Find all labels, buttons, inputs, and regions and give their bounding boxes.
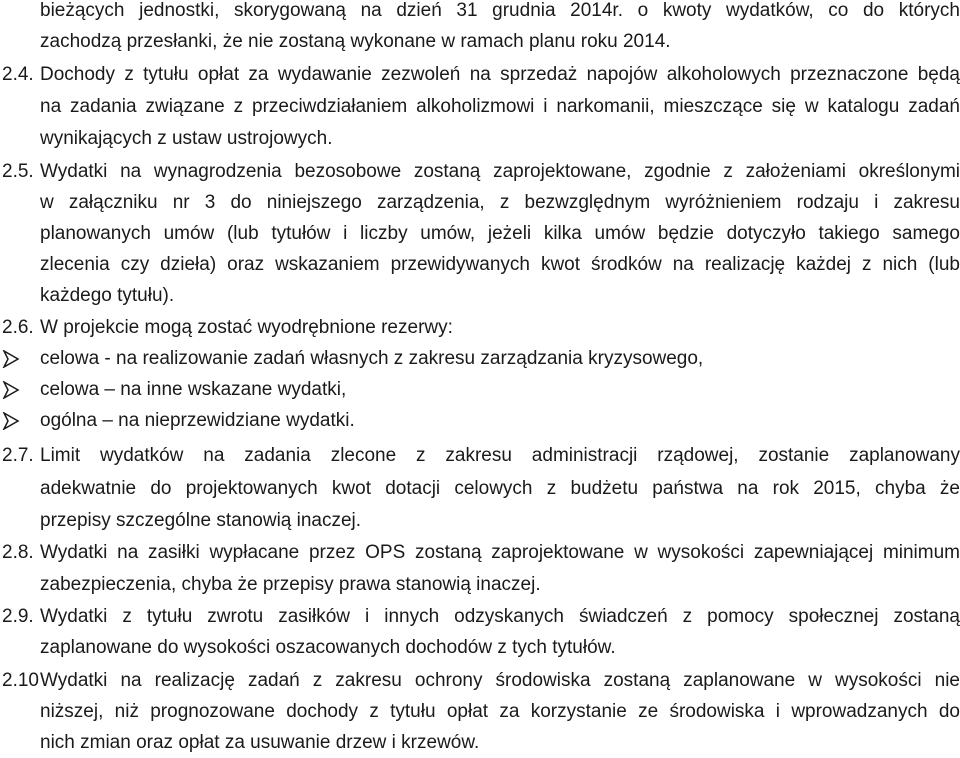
para-2-5-line-2: w załączniku nr 3 do niniejszego zarządzenia, z bezwzględnym wyróżnieniem rodzaju i zakresu: [40, 192, 960, 213]
arrow-bullet-icon: [2, 350, 20, 368]
para-2-4-line-2: na zadania związane z przeciwdziałaniem alkoholizmowi i narkomanii, mieszczące się w katalogu zadań: [40, 96, 960, 117]
para-2-7-text-1: Limit wydatków na zadania zlecone z zakresu administracji rządowej, zostanie zaplanowany: [40, 445, 960, 466]
para-2-5-line-5: każdego tytułu).: [40, 285, 175, 306]
bullet-item-3: [40, 406, 960, 436]
para-2-10-text-1: Wydatki na realizację zadań z zakresu ochrony środowiska zostaną zaplanowane w wysokości nie: [40, 670, 960, 691]
para-2-7-line-1: [2, 441, 960, 471]
para-2-10-line-1: [2, 666, 960, 696]
para-2-4-line-3: wynikających z ustaw ustrojowych.: [40, 128, 333, 149]
para-2-8-line-1: [2, 538, 960, 568]
para-2-5-line-1: [2, 157, 960, 187]
bullet-item-1: [40, 344, 960, 374]
para-2-9-text-1: Wydatki z tytułu zwrotu zasiłków i innych odzyskanych świadczeń z pomocy społecznej zostaną: [40, 606, 960, 627]
arrow-bullet-icon: [2, 412, 20, 430]
para-2-9-line-1: [2, 602, 960, 632]
para-2-6-number: 2.6.: [2, 317, 34, 338]
para-2-9-number: 2.9.: [2, 606, 34, 627]
bullet-text-2: celowa – na inne wskazane wydatki,: [40, 379, 347, 400]
para-2-7-number: 2.7.: [2, 445, 34, 466]
para-2-4-number: 2.4.: [2, 64, 34, 85]
para-2-6-text-1: W projekcie mogą zostać wyodrębnione rezerwy:: [40, 317, 453, 338]
arrow-bullet-icon: [2, 381, 20, 399]
para-2-8-number: 2.8.: [2, 542, 34, 563]
para-2-4-text-1: Dochody z tytułu opłat za wydawanie zezwoleń na sprzedaż napojów alkoholowych przeznaczone będą: [40, 64, 960, 85]
bullet-item-2: [40, 375, 960, 405]
para-2-8-text-1: Wydatki na zasiłki wypłacane przez OPS zostaną zaprojektowane w wysokości zapewniającej minimum: [40, 542, 960, 563]
para-2-6-line-1: [2, 313, 960, 343]
para-2-10-line-3: nich zmian oraz opłat za usuwanie drzew i krzewów.: [40, 732, 480, 753]
para-2-10-line-2: niższej, niż prognozowane dochody z tytułu opłat za korzystanie ze środowiska i wprowadzanych do: [40, 701, 960, 722]
bullet-text-3: ogólna – na nieprzewidziane wydatki.: [40, 410, 355, 431]
para-2-8-line-2: zabezpieczenia, chyba że przepisy prawa stanowią inaczej.: [40, 574, 541, 595]
para-2-10-number: 2.10: [2, 670, 39, 691]
bullet-text-1: celowa - na realizowanie zadań własnych z zakresu zarządzania kryzysowego,: [40, 348, 704, 369]
para-2-7-line-2: adekwatnie do projektowanych kwot dotacji celowych z budżetu państwa na rok 2015, chyba że: [40, 478, 960, 499]
para-2-5-line-3: planowanych umów (lub tytułów i liczby umów, jeżeli kilka umów będzie dotyczyło takiego samego: [40, 223, 960, 244]
intro-line-2: zachodzą przesłanki, że nie zostaną wykonane w ramach planu roku 2014.: [40, 31, 671, 52]
intro-line-1: bieżących jednostki, skorygowaną na dzień 31 grudnia 2014r. o kwoty wydatków, co do których: [40, 0, 960, 21]
para-2-9-line-2: zaplanowane do wysokości oszacowanych dochodów z tych tytułów.: [40, 637, 616, 658]
para-2-5-line-4: zlecenia czy dzieła) oraz wskazaniem przewidywanych kwot środków na realizację każdej z nich (lub: [40, 254, 960, 275]
para-2-5-number: 2.5.: [2, 161, 34, 182]
para-2-5-text-1: Wydatki na wynagrodzenia bezosobowe zostaną zaprojektowane, zgodnie z założeniami określonymi: [40, 161, 960, 182]
para-2-4-line-1: [2, 60, 960, 90]
para-2-7-line-3: przepisy szczególne stanowią inaczej.: [40, 510, 362, 531]
